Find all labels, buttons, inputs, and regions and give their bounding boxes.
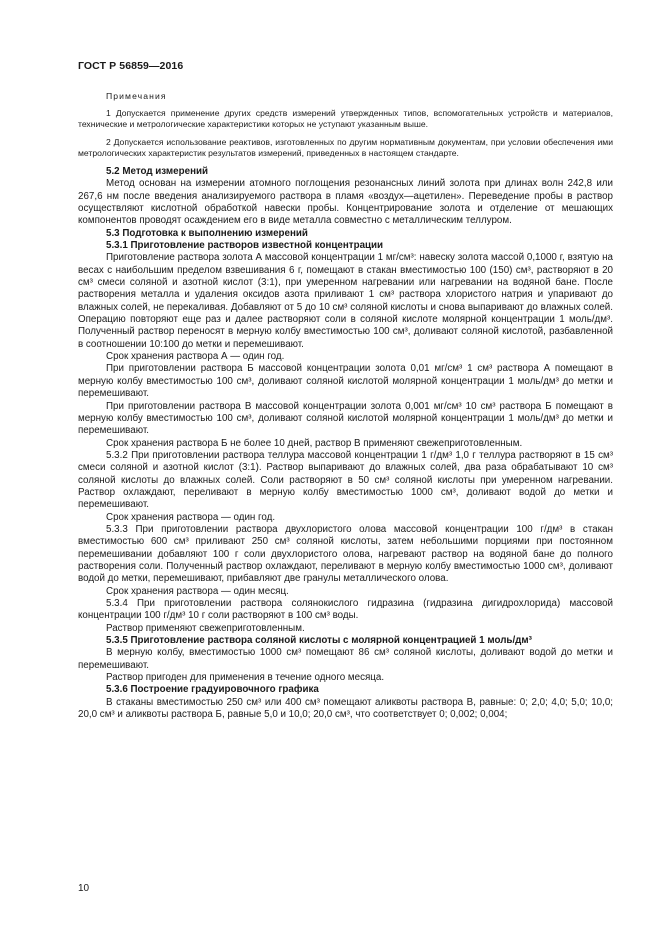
paragraph: Срок хранения раствора — один месяц. [106, 585, 289, 597]
note-item: 1 Допускается применение других средств измерений утвержденных типов, вспомогательных устройств и материалов, технические и метрологические характеристики которых не уступают указанным выше. [78, 107, 613, 130]
paragraph: 5.3.3 При приготовлении раствора двухлористого олова массовой концентрации 100 г/дм³ в стакан вместимостью 600 см³ приливают 250 см³ соляной кислоты, затем небольшими порциями при постоянном перемешивании добавляют 100 г соли двухлористого олова, нагревают раствор на водяной бане до полного растворения соли. Полученный раствор охлаждают, переливают в мерную колбу вместимостью 1000 см³, доливают водой до метки, перемешивают, прибавляют две гранулы металлического олова. [78, 523, 613, 585]
paragraph: При приготовлении раствора В массовой концентрации золота 0,001 мг/см³ 10 см³ раствора Б помещают в мерную колбу вместимостью 100 см³, доливают соляной кислотой молярной концентрации 1 моль/дм³ до метки и перемешивают. [78, 400, 613, 437]
subsection-title-5-3-6: 5.3.6 Построение градуировочного графика [106, 684, 319, 696]
paragraph: При приготовлении раствора Б массовой концентрации золота 0,01 мг/см³ 1 см³ раствора А помещают в мерную колбу вместимостью 100 см³, доливают соляной кислотой молярной концентрации 1 моль/дм³ до метки и перемешивают. [78, 363, 613, 400]
paragraph: В мерную колбу, вместимостью 1000 см³ помещают 86 см³ соляной кислоты, доливают водой до метки и перемешивают. [78, 647, 613, 671]
paragraph: Приготовление раствора золота А массовой концентрации 1 мг/см³: навеску золота массой 0,1000 г, взятую на весах с наибольшим пределом взвешивания 6 г, помещают в стакан вместимостью 100 (150) см³, растворяют в 20 см³ смеси соляной и азотной кислот (3:1), при умеренном нагревании или нагревании на водяной бане. После растворения металла и удаления оксидов азота приливают 1 см³ раствора хлористого натрия и упаривают до влажных солей, не перекаливая. Добавляют от 5 до 10 см³ соляной кислоты и снова выпаривают до влажных солей. Операцию повторяют еще раз и далее растворяют соли в соляной кислоте молярной концентрации 1 моль/дм³. Полученный раствор переносят в мерную колбу вместимостью 100 см³, доливают соляной кислотой, разбавленной в соотношении 10:100 до метки и перемешивают. [78, 252, 613, 350]
paragraph: Метод основан на измерении атомного поглощения резонансных линий золота при длинах волн 242,8 или 267,6 нм после введения анализируемого раствора в пламя «воздух—ацетилен». Переведение пробы в раствор осуществляют кислотной обработкой навески пробы. Концентрирование золота и отделение от мешающих компонентов проводят осаждением его в виде металла совместно с металлическим теллуром. [78, 178, 613, 227]
paragraph: 5.3.4 При приготовлении раствора солянокислого гидразина (гидразина дигидрохлорида) массовой концентрации 100 г/дм³ 10 г соли растворяют в 100 см³ воды. [78, 598, 613, 622]
paragraph: Раствор применяют свежеприготовленным. [106, 622, 305, 634]
paragraph: Срок хранения раствора А — один год. [106, 351, 285, 363]
main-text [78, 166, 613, 721]
notes-block [78, 91, 613, 160]
document-header: ГОСТ Р 56859—2016 [78, 60, 184, 72]
page-content [78, 91, 613, 721]
notes-title: Примечания [106, 91, 167, 101]
section-title-5-2: 5.2 Метод измерений [106, 165, 209, 177]
paragraph: Срок хранения раствора Б не более 10 дней, раствор В применяют свежеприготовленным. [106, 437, 523, 449]
subsection-title-5-3-5: 5.3.5 Приготовление раствора соляной кислоты с молярной концентрацией 1 моль/дм³ [106, 635, 532, 647]
subsection-title-5-3-1: 5.3.1 Приготовление растворов известной концентрации [106, 240, 384, 252]
page-number: 10 [78, 883, 90, 894]
paragraph: Раствор пригоден для применения в течение одного месяца. [106, 672, 385, 684]
paragraph: Срок хранения раствора — один год. [106, 511, 276, 523]
note-item: 2 Допускается использование реактивов, изготовленных по другим нормативным документам, при условии обеспечения ими метрологических характеристик результатов измерений, приведенных в настоящем стандарте. [78, 136, 613, 159]
section-title-5-3: 5.3 Подготовка к выполнению измерений [106, 227, 308, 239]
paragraph: В стаканы вместимостью 250 см³ или 400 см³ помещают аликвоты раствора В, равные: 0; 2,0; 4,0; 5,0; 10,0; 20,0 см³ и аликвоты раствора Б, равные 5,0 и 10,0; 20,0 см³, что соответствует 0; 0,002; 0,004; [78, 696, 613, 721]
paragraph: 5.3.2 При приготовлении раствора теллура массовой концентрации 1 г/дм³ 1,0 г теллура растворяют в 15 см³ смеси соляной и азотной кислот (3:1). Раствор выпаривают до влажных солей, два раза обрабатывают 10 см³ соляной кислоты до влажных солей. Соли растворяют в 50 см³ соляной кислоты при умеренном нагревании. Раствор охлаждают, переливают в мерную колбу вместимостью 1000 см³, доливают водой до метки и перемешивают. [78, 449, 613, 511]
